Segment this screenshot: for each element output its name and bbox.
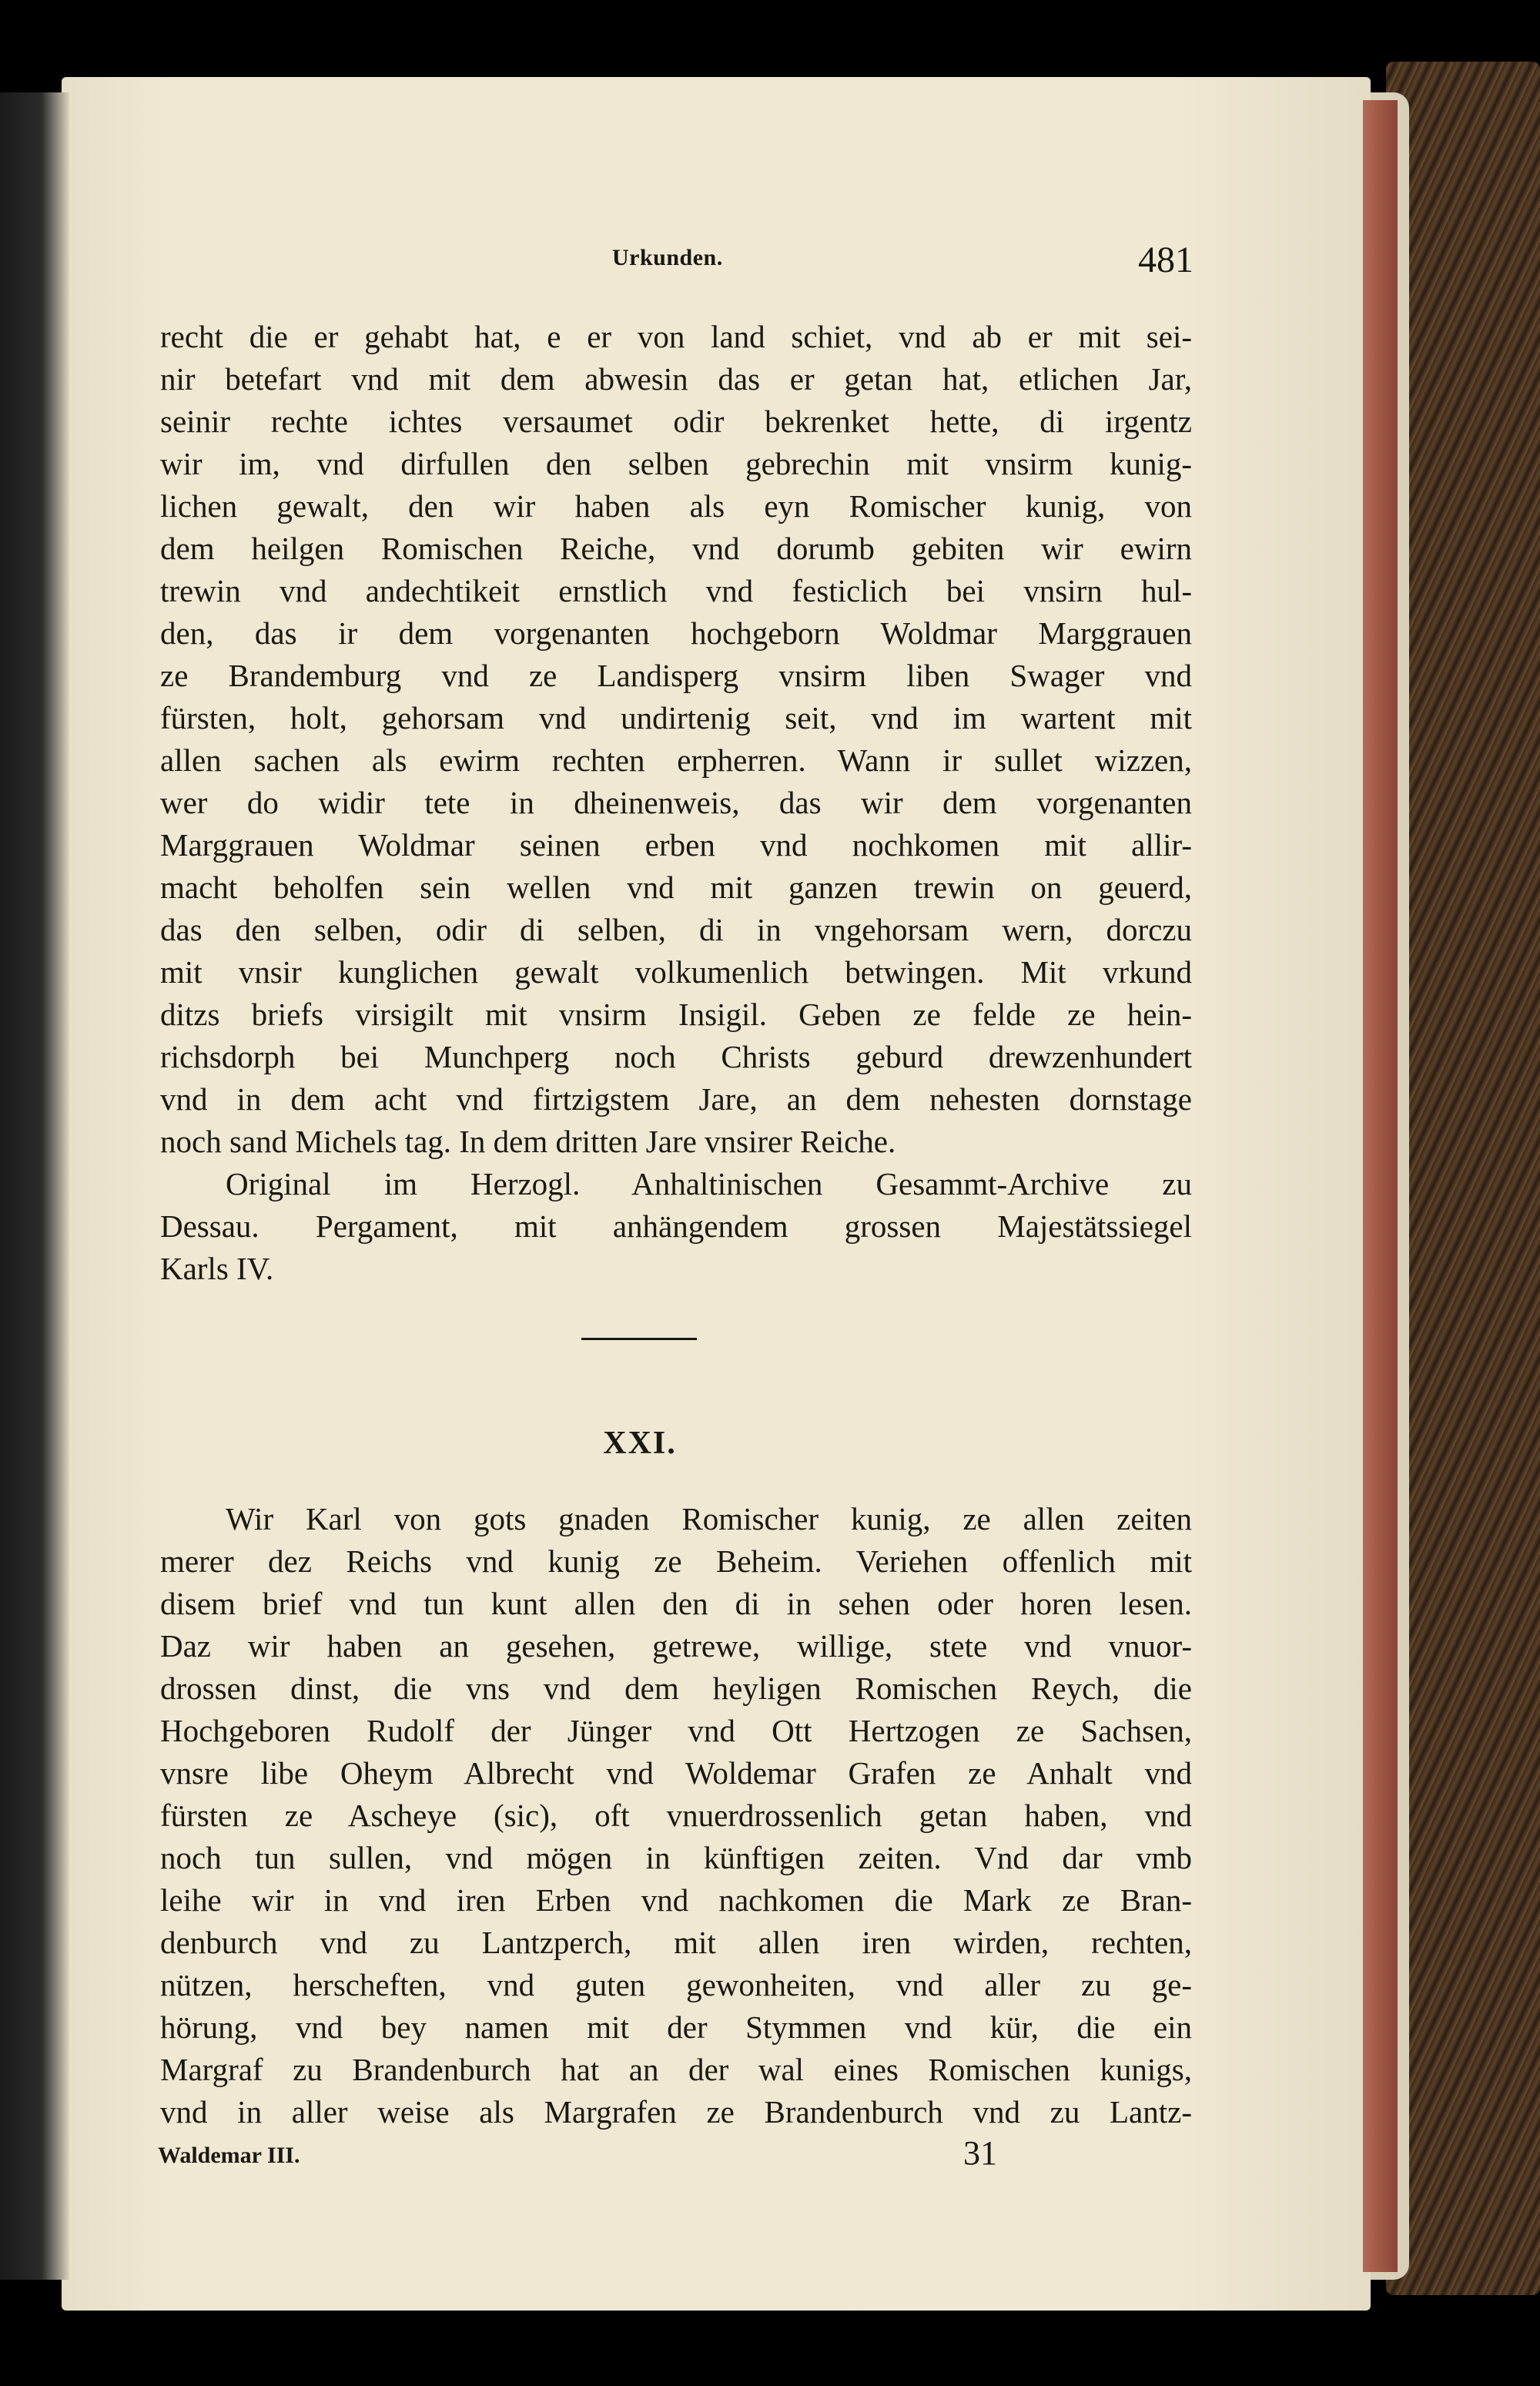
text-line: mit vnsir kunglichen gewalt volkumenlich betwingen. Mit vrkund [160,954,1192,990]
text-line: ditzs briefs virsigilt mit vnsirm Insigil. Geben ze felde ze hein- [160,997,1192,1032]
text-line: denburch vnd zu Lantzperch, mit allen iren wirden, rechten, [160,1925,1192,1960]
text-line: Marggrauen Woldmar seinen erben vnd nochkomen mit allir- [160,827,1192,863]
text-line: ze Brandemburg vnd ze Landisperg vnsirm liben Swager vnd [160,658,1192,693]
text-line: allen sachen als ewirm rechten erpherren. Wann ir sullet wizzen, [160,742,1192,778]
marbled-book-edge [1386,62,1540,2295]
text-line: wer do widir tete in dheinenweis, das wir dem vorgenanten [160,785,1192,820]
text-line: seinir rechte ichtes versaumet odir bekrenket hette, di irgentz [160,404,1192,439]
text-line: vnd in dem acht vnd firtzigstem Jare, an dem nehesten dornstage [160,1081,1192,1117]
text-line: richsdorph bei Munchperg noch Christs geburd drewzenhundert [160,1039,1192,1074]
section-heading: XXI. [603,1426,677,1461]
text-line: das den selben, odir di selben, di in vngehorsam wern, dorczu [160,912,1192,947]
document-body-1 [160,316,1192,1290]
text-line: recht die er gehabt hat, e er von land schiet, vnd ab er mit sei- [160,319,1192,354]
text-line: hörung, vnd bey namen mit der Stymmen vnd kür, die ein [160,2009,1192,2045]
text-line: trewin vnd andechtikeit ernstlich vnd festiclich bei vnsirn hul- [160,573,1192,608]
text-line: vnsre libe Oheym Albrecht vnd Woldemar Grafen ze Anhalt vnd [160,1755,1192,1791]
source-note-line: Karls IV. [160,1251,274,1286]
text-line: noch tun sullen, vnd mögen in künftigen zeiten. Vnd dar vmb [160,1840,1192,1875]
text-line: dem heilgen Romischen Reiche, vnd dorumb gebiten wir ewirn [160,531,1192,566]
text-line: disem brief vnd tun kunt allen den di in sehen oder horen lesen. [160,1586,1192,1621]
text-line: drossen dinst, die vns vnd dem heyligen Romischen Reych, die [160,1671,1192,1706]
text-line: nützen, herscheften, vnd guten gewonheiten, vnd aller zu ge- [160,1967,1192,2002]
signature-mark: Waldemar III. [158,2143,300,2168]
text-line: noch sand Michels tag. In dem dritten Jare vnsirer Reiche. [160,1124,896,1159]
page-footer [158,2133,997,2180]
text-line: fürsten ze Ascheye (sic), oft vnuerdrossenlich getan haben, vnd [160,1798,1192,1833]
sheet-number: 31 [963,2134,997,2172]
text-line: Margraf zu Brandenburch hat an der wal eines Romischen kunigs, [160,2052,1192,2087]
source-note-line: Dessau. Pergament, mit anhängendem grossen Majestätssiegel [160,1208,1192,1244]
text-line: Daz wir haben an gesehen, getrewe, willige, stete vnd vnuor- [160,1628,1192,1664]
running-head: Urkunden. [612,245,723,270]
text-line: fürsten, holt, gehorsam vnd undirtenig seit, vnd im wartent mit [160,700,1192,736]
text-line: vnd in aller weise als Margrafen ze Brandenburch vnd zu Lantz- [160,2094,1192,2130]
text-line: nir betefart vnd mit dem abwesin das er getan hat, etlichen Jar, [160,361,1192,397]
book-binding [0,92,69,2280]
page-header [154,239,1194,293]
text-line: lichen gewalt, den wir haben als eyn Romischer kunig, von [160,488,1192,524]
red-page-edge [1363,100,1398,2272]
text-line: wir im, vnd dirfullen den selben gebrechin mit vnsirm kunig- [160,446,1192,481]
document-body-2 [160,1498,1192,2133]
section-divider [581,1338,697,1340]
text-line: merer dez Reichs vnd kunig ze Beheim. Veriehen offenlich mit [160,1543,1192,1579]
text-line: Hochgeboren Rudolf der Jünger vnd Ott Hertzogen ze Sachsen, [160,1713,1192,1748]
source-note-line: Original im Herzogl. Anhaltinischen Gesammt-Archive zu [226,1166,1192,1201]
text-line: Wir Karl von gots gnaden Romischer kunig, ze allen zeiten [226,1501,1192,1536]
page-number: 481 [1138,240,1194,280]
text-line: leihe wir in vnd iren Erben vnd nachkomen die Mark ze Bran- [160,1882,1192,1918]
text-line: macht beholfen sein wellen vnd mit ganzen trewin on geuerd, [160,870,1192,905]
text-line: den, das ir dem vorgenanten hochgeborn Woldmar Marggrauen [160,615,1192,651]
